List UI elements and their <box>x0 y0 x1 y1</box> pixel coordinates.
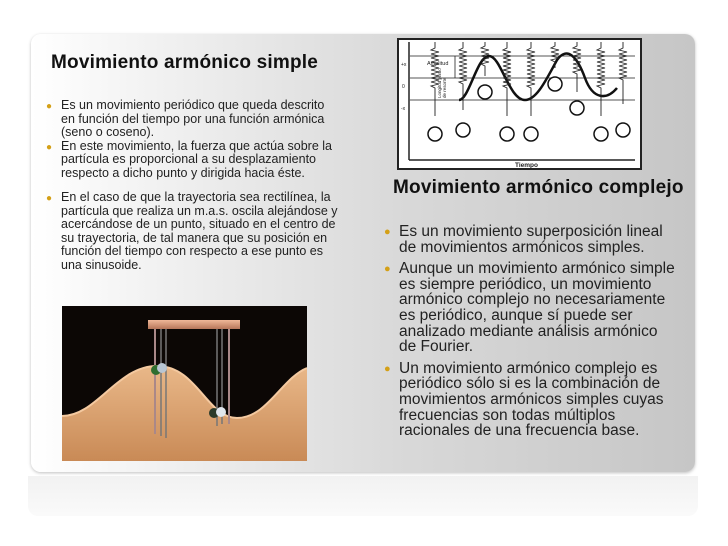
pendulum-photo-illustration <box>62 306 307 461</box>
bullet-text: En el caso de que la trayectoria sea rectilínea, la partícula que realiza un m.a.s. oscila alejándose y acercándose de un punto, situado en el centro de su trayectoria, de tal manera que su posición en función del tiempo con respecto a ese punto es una sinusoide. <box>61 190 338 272</box>
simple-motion-title: Movimiento armónico simple <box>51 52 319 73</box>
bullet-icon: ● <box>384 263 391 276</box>
bullet-icon: ● <box>384 226 391 238</box>
complex-motion-bullets <box>384 223 679 445</box>
spring-length-label: Longitud primo <box>437 68 442 98</box>
list-item <box>384 260 679 356</box>
list-item <box>384 359 679 440</box>
axis-minus-label: -x <box>401 106 406 112</box>
spring-oscillation-diagram <box>397 38 642 170</box>
list-item <box>46 190 341 272</box>
bullet-text: Aunque un movimiento armónico simple es siempre periódico, un movimiento armónico complejo no necesariamente es periódico, aunque sí puede ser analizado mediante análisis armónico de Fourier. <box>399 260 675 356</box>
complex-motion-title: Movimiento armónico complejo <box>393 177 684 198</box>
time-axis-label: Tiempo <box>515 162 538 169</box>
bullet-icon: ● <box>46 193 53 204</box>
list-item <box>46 98 341 140</box>
bullet-icon: ● <box>46 141 53 153</box>
amplitude-label: Amplitud <box>427 61 449 67</box>
list-item <box>46 138 341 181</box>
spring-diagram-illustration <box>397 38 642 170</box>
bullet-text: En este movimiento, la fuerza que actúa sobre la partícula es proporcional a su desplazamiento respecto a dicho punto y dirigida hacia éste. <box>61 138 332 180</box>
axis-plus-label: +x <box>401 62 407 68</box>
bullet-icon: ● <box>46 101 53 112</box>
simple-motion-bullets <box>46 98 341 272</box>
spring-length-label-2: de resorte <box>442 77 447 98</box>
pendulum-photo <box>62 306 307 461</box>
bullet-text: Un movimiento armónico complejo es periódico sólo si es la combinación de movimientos armónicos simples cuyas frecuencias son todas múltiplos racionales de una frecuencia base. <box>399 359 664 440</box>
axis-zero-label: 0 <box>402 84 405 90</box>
bullet-text: Es un movimiento periódico que queda descrito en función del tiempo por una función armónica (seno o coseno). <box>61 98 325 139</box>
bullet-text: Es un movimiento superposición lineal de movimientos armónicos simples. <box>399 223 663 256</box>
panel-reflection <box>28 476 698 516</box>
bullet-icon: ● <box>384 362 391 375</box>
list-item <box>384 223 679 256</box>
